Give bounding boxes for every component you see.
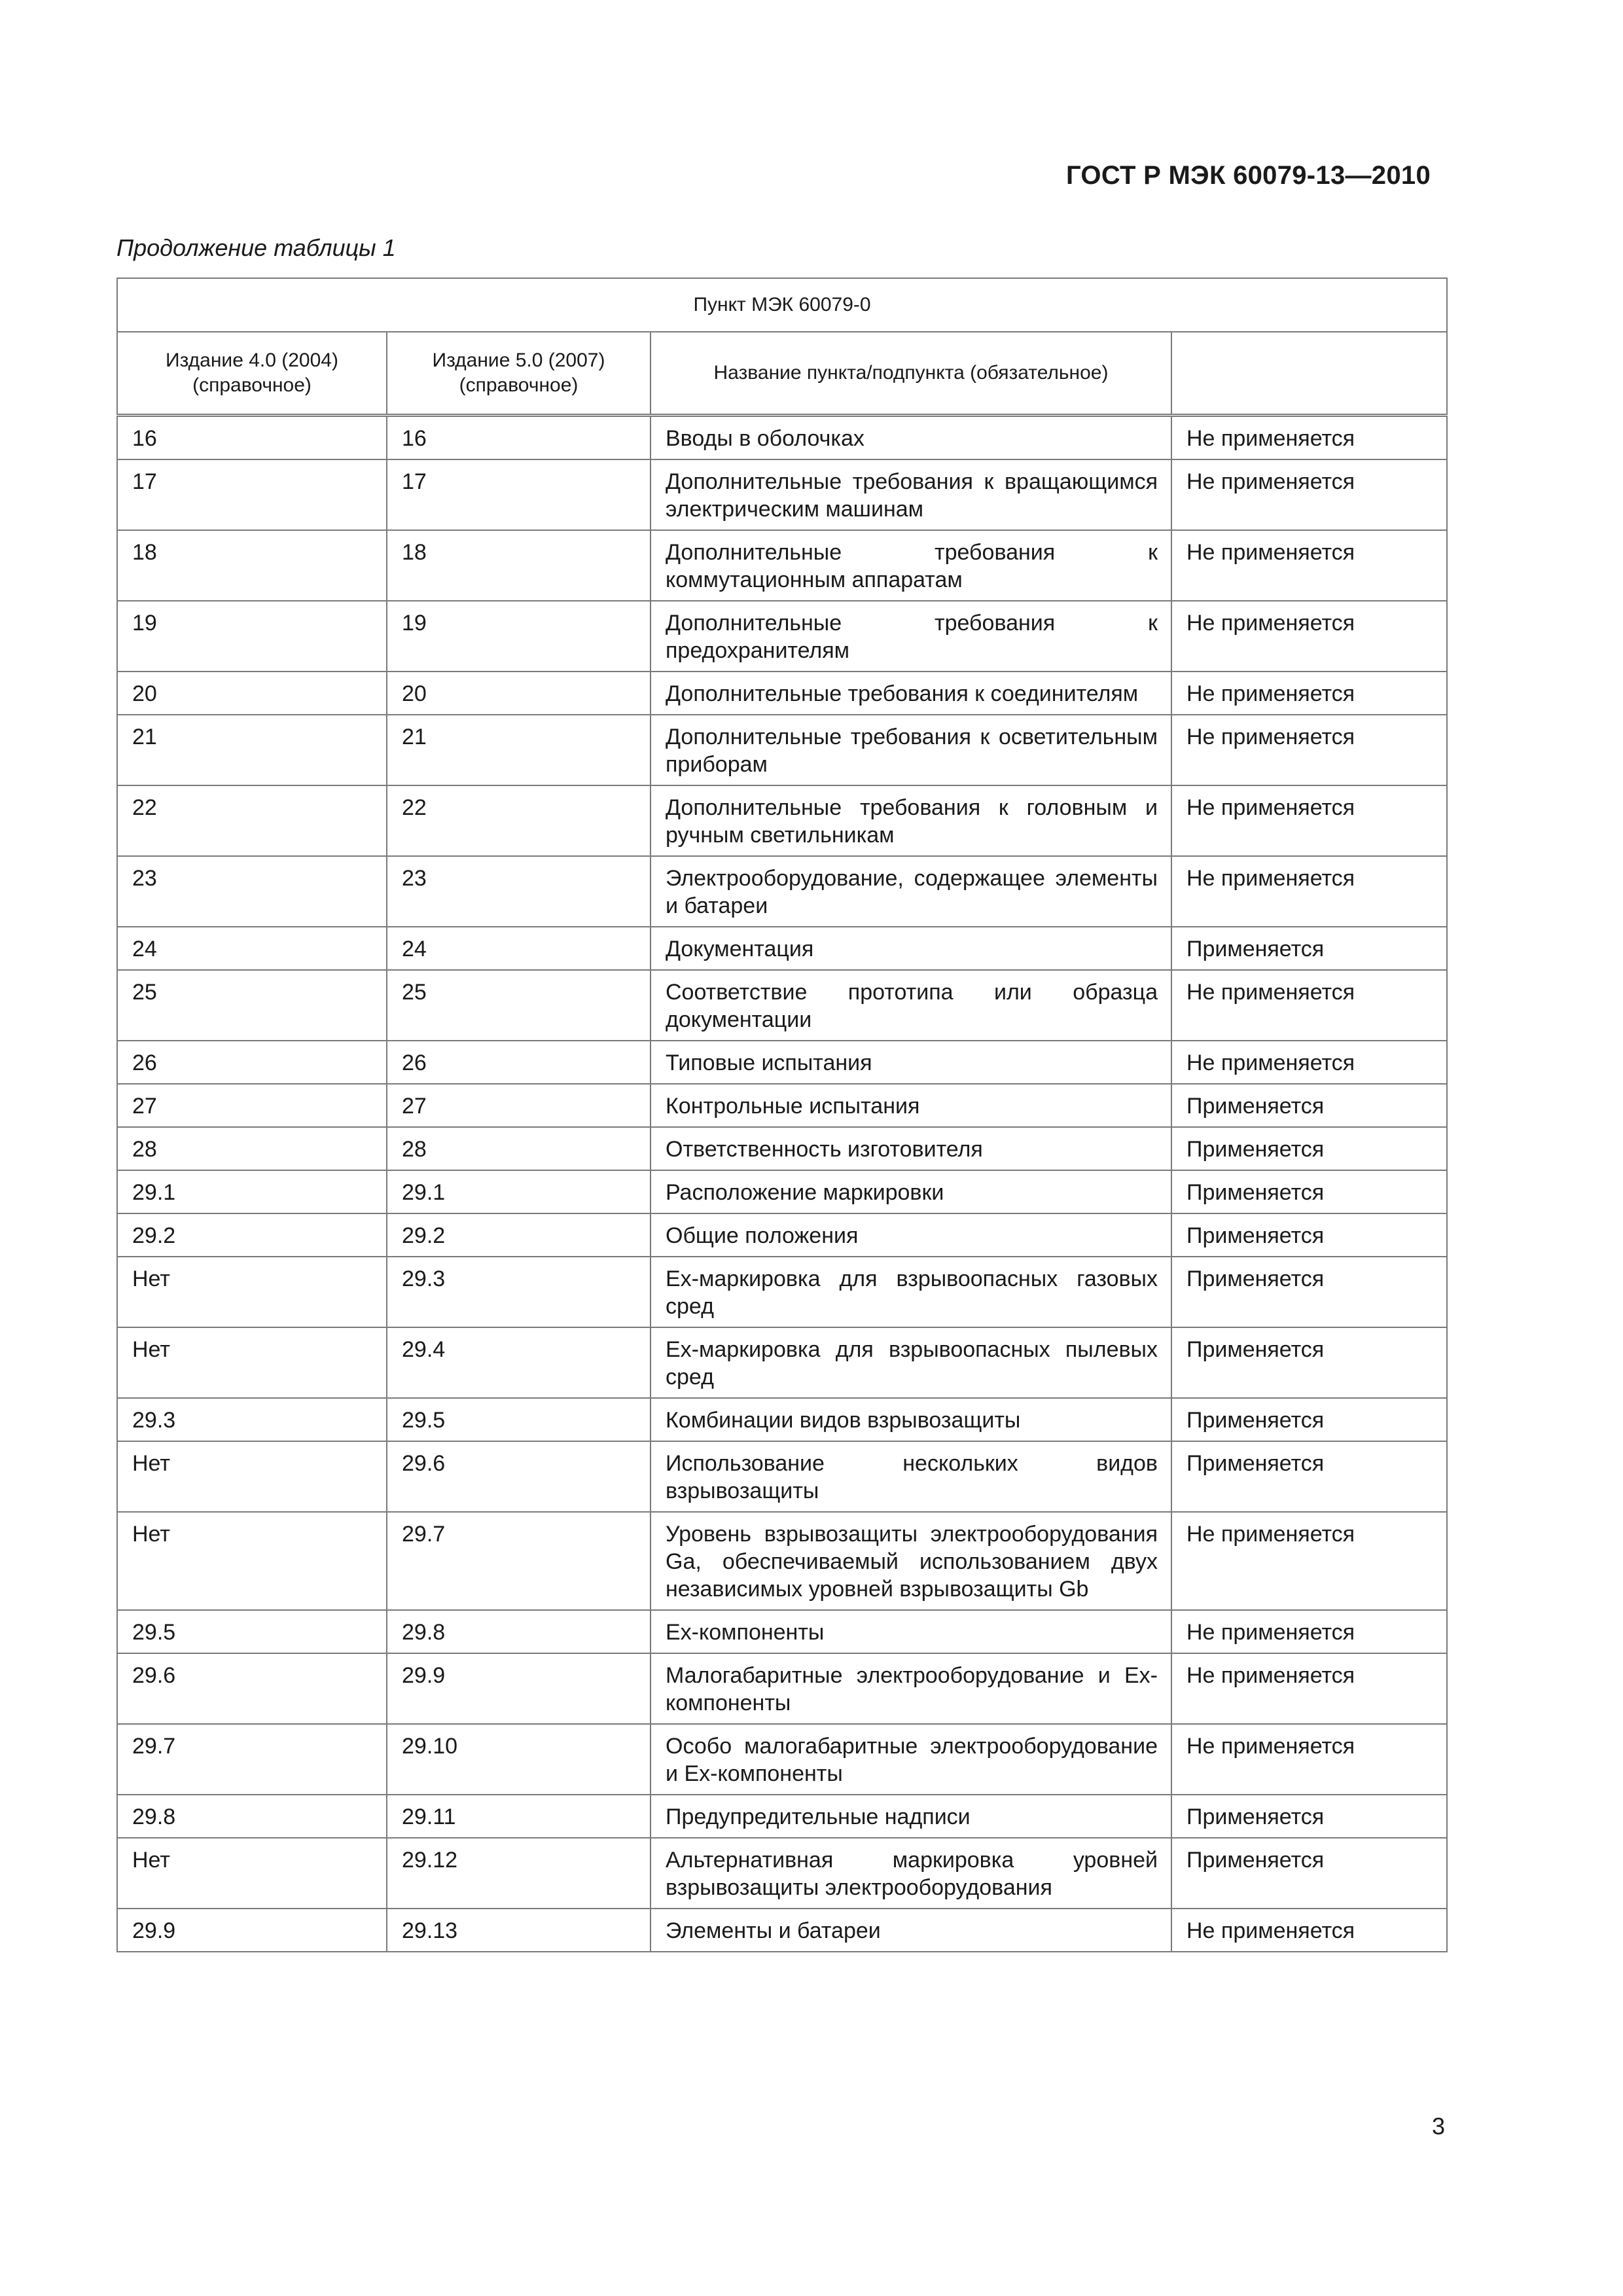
table-row bbox=[117, 1213, 1447, 1257]
cell-status: Не применяется bbox=[1171, 601, 1447, 672]
cell-status: Не применяется bbox=[1171, 1512, 1447, 1610]
cell-edition-5: 26 bbox=[387, 1041, 651, 1084]
table-row bbox=[117, 970, 1447, 1041]
table-row bbox=[117, 715, 1447, 785]
cell-clause-name: Типовые испытания bbox=[651, 1041, 1171, 1084]
table-body bbox=[117, 416, 1447, 1952]
table-group-header: Пункт МЭК 60079-0 bbox=[117, 278, 1447, 332]
cell-clause-name: Предупредительные надписи bbox=[651, 1795, 1171, 1838]
cell-status: Не применяется bbox=[1171, 856, 1447, 927]
cell-edition-5: 29.4 bbox=[387, 1327, 651, 1398]
cell-edition-4: Нет bbox=[117, 1257, 387, 1327]
cell-edition-4: 29.8 bbox=[117, 1795, 387, 1838]
table-row bbox=[117, 672, 1447, 715]
cell-status: Применяется bbox=[1171, 1441, 1447, 1512]
cell-edition-4: 22 bbox=[117, 785, 387, 856]
cell-status: Не применяется bbox=[1171, 1909, 1447, 1952]
table-row bbox=[117, 1398, 1447, 1441]
table-row bbox=[117, 1257, 1447, 1327]
cell-edition-5: 20 bbox=[387, 672, 651, 715]
cell-edition-4: 29.1 bbox=[117, 1170, 387, 1213]
column-header-edition-5: Издание 5.0 (2007) (справочное) bbox=[387, 332, 651, 416]
cell-edition-4: 18 bbox=[117, 530, 387, 601]
cell-clause-name: Особо малогабаритные электрооборудование и Ex-компоненты bbox=[651, 1724, 1171, 1795]
cell-status: Применяется bbox=[1171, 1213, 1447, 1257]
cell-status: Не применяется bbox=[1171, 785, 1447, 856]
cell-clause-name: Документация bbox=[651, 927, 1171, 970]
cell-clause-name: Дополнительные требования к вращающимся электрическим машинам bbox=[651, 459, 1171, 530]
cell-clause-name: Соответствие прототипа или образца документации bbox=[651, 970, 1171, 1041]
cell-edition-4: Нет bbox=[117, 1512, 387, 1610]
cell-edition-4: 24 bbox=[117, 927, 387, 970]
cell-edition-4: 17 bbox=[117, 459, 387, 530]
cell-edition-5: 25 bbox=[387, 970, 651, 1041]
cell-status: Применяется bbox=[1171, 1327, 1447, 1398]
cell-edition-4: 25 bbox=[117, 970, 387, 1041]
table-row bbox=[117, 1327, 1447, 1398]
cell-clause-name: Элементы и батареи bbox=[651, 1909, 1171, 1952]
cell-clause-name: Дополнительные требования к осветительным приборам bbox=[651, 715, 1171, 785]
cell-status: Не применяется bbox=[1171, 1041, 1447, 1084]
table-row bbox=[117, 1653, 1447, 1724]
column-header-edition-4: Издание 4.0 (2004) (справочное) bbox=[117, 332, 387, 416]
table-row bbox=[117, 1795, 1447, 1838]
cell-edition-4: Нет bbox=[117, 1441, 387, 1512]
cell-status: Применяется bbox=[1171, 1170, 1447, 1213]
cell-clause-name: Общие положения bbox=[651, 1213, 1171, 1257]
table-row bbox=[117, 1170, 1447, 1213]
table-row bbox=[117, 1610, 1447, 1653]
cell-status: Применяется bbox=[1171, 1084, 1447, 1127]
table-row bbox=[117, 530, 1447, 601]
cell-edition-5: 29.12 bbox=[387, 1838, 651, 1909]
cell-status: Не применяется bbox=[1171, 459, 1447, 530]
cell-edition-5: 29.7 bbox=[387, 1512, 651, 1610]
cell-clause-name: Ответственность изготовителя bbox=[651, 1127, 1171, 1170]
cell-status: Не применяется bbox=[1171, 672, 1447, 715]
document-code: ГОСТ Р МЭК 60079-13—2010 bbox=[1065, 161, 1431, 190]
cell-edition-5: 29.11 bbox=[387, 1795, 651, 1838]
cell-status: Не применяется bbox=[1171, 1724, 1447, 1795]
cell-status: Применяется bbox=[1171, 1257, 1447, 1327]
cell-edition-4: 29.7 bbox=[117, 1724, 387, 1795]
cell-status: Применяется bbox=[1171, 1838, 1447, 1909]
clauses-table bbox=[116, 278, 1448, 1952]
cell-clause-name: Дополнительные требования к коммутационным аппаратам bbox=[651, 530, 1171, 601]
table-row bbox=[117, 1724, 1447, 1795]
table-row bbox=[117, 416, 1447, 460]
cell-status: Не применяется bbox=[1171, 530, 1447, 601]
cell-clause-name: Малогабаритные электрооборудование и Ex-компоненты bbox=[651, 1653, 1171, 1724]
cell-status: Применяется bbox=[1171, 1127, 1447, 1170]
table-row bbox=[117, 601, 1447, 672]
table-row bbox=[117, 1838, 1447, 1909]
cell-clause-name: Дополнительные требования к головным и ручным светильникам bbox=[651, 785, 1171, 856]
cell-clause-name: Дополнительные требования к соединителям bbox=[651, 672, 1171, 715]
table-row bbox=[117, 1512, 1447, 1610]
cell-status: Не применяется bbox=[1171, 970, 1447, 1041]
cell-edition-5: 16 bbox=[387, 416, 651, 460]
cell-edition-4: 29.5 bbox=[117, 1610, 387, 1653]
cell-status: Применяется bbox=[1171, 1398, 1447, 1441]
table-row bbox=[117, 1441, 1447, 1512]
cell-edition-5: 21 bbox=[387, 715, 651, 785]
cell-edition-5: 19 bbox=[387, 601, 651, 672]
cell-status: Не применяется bbox=[1171, 715, 1447, 785]
table-row bbox=[117, 856, 1447, 927]
cell-edition-4: Нет bbox=[117, 1327, 387, 1398]
cell-edition-5: 29.9 bbox=[387, 1653, 651, 1724]
cell-edition-5: 23 bbox=[387, 856, 651, 927]
cell-edition-5: 18 bbox=[387, 530, 651, 601]
cell-clause-name: Электрооборудование, содержащее элементы и батареи bbox=[651, 856, 1171, 927]
cell-clause-name: Ex-маркировка для взрывоопасных газовых сред bbox=[651, 1257, 1171, 1327]
cell-edition-4: 26 bbox=[117, 1041, 387, 1084]
column-header-clause-name: Название пункта/подпункта (обязательное) bbox=[651, 332, 1171, 416]
cell-clause-name: Уровень взрывозащиты электрооборудования Ga, обеспечиваемый использованием двух независимых уровней взрывозащиты Gb bbox=[651, 1512, 1171, 1610]
cell-edition-4: 16 bbox=[117, 416, 387, 460]
page-number: 3 bbox=[1431, 2113, 1445, 2140]
cell-edition-4: 20 bbox=[117, 672, 387, 715]
cell-edition-5: 29.3 bbox=[387, 1257, 651, 1327]
table-row bbox=[117, 1041, 1447, 1084]
cell-edition-4: 29.3 bbox=[117, 1398, 387, 1441]
cell-edition-5: 29.6 bbox=[387, 1441, 651, 1512]
cell-edition-5: 29.8 bbox=[387, 1610, 651, 1653]
cell-clause-name: Ex-маркировка для взрывоопасных пылевых сред bbox=[651, 1327, 1171, 1398]
cell-edition-4: 29.6 bbox=[117, 1653, 387, 1724]
cell-edition-4: 23 bbox=[117, 856, 387, 927]
cell-edition-4: 29.2 bbox=[117, 1213, 387, 1257]
cell-clause-name: Расположение маркировки bbox=[651, 1170, 1171, 1213]
cell-edition-4: 21 bbox=[117, 715, 387, 785]
cell-edition-4: 27 bbox=[117, 1084, 387, 1127]
cell-edition-4: 29.9 bbox=[117, 1909, 387, 1952]
cell-edition-4: 19 bbox=[117, 601, 387, 672]
table-row bbox=[117, 459, 1447, 530]
cell-clause-name: Вводы в оболочках bbox=[651, 416, 1171, 460]
cell-clause-name: Ex-компоненты bbox=[651, 1610, 1171, 1653]
cell-status: Не применяется bbox=[1171, 416, 1447, 460]
cell-edition-5: 29.1 bbox=[387, 1170, 651, 1213]
cell-edition-5: 17 bbox=[387, 459, 651, 530]
table-row bbox=[117, 1127, 1447, 1170]
cell-status: Применяется bbox=[1171, 927, 1447, 970]
cell-edition-5: 24 bbox=[387, 927, 651, 970]
cell-status: Не применяется bbox=[1171, 1653, 1447, 1724]
cell-edition-5: 29.10 bbox=[387, 1724, 651, 1795]
cell-edition-5: 29.5 bbox=[387, 1398, 651, 1441]
column-header-status bbox=[1171, 332, 1447, 416]
cell-edition-5: 29.13 bbox=[387, 1909, 651, 1952]
cell-clause-name: Использование нескольких видов взрывозащиты bbox=[651, 1441, 1171, 1512]
table-row bbox=[117, 1909, 1447, 1952]
cell-clause-name: Контрольные испытания bbox=[651, 1084, 1171, 1127]
cell-edition-4: Нет bbox=[117, 1838, 387, 1909]
cell-edition-5: 27 bbox=[387, 1084, 651, 1127]
cell-status: Применяется bbox=[1171, 1795, 1447, 1838]
cell-edition-4: 28 bbox=[117, 1127, 387, 1170]
table-row bbox=[117, 1084, 1447, 1127]
cell-edition-5: 28 bbox=[387, 1127, 651, 1170]
cell-status: Не применяется bbox=[1171, 1610, 1447, 1653]
cell-edition-5: 29.2 bbox=[387, 1213, 651, 1257]
table-row bbox=[117, 927, 1447, 970]
cell-clause-name: Комбинации видов взрывозащиты bbox=[651, 1398, 1171, 1441]
cell-edition-5: 22 bbox=[387, 785, 651, 856]
cell-clause-name: Дополнительные требования к предохранителям bbox=[651, 601, 1171, 672]
table-row bbox=[117, 785, 1447, 856]
cell-clause-name: Альтернативная маркировка уровней взрывозащиты электрооборудования bbox=[651, 1838, 1171, 1909]
table-caption: Продолжение таблицы 1 bbox=[116, 234, 396, 261]
